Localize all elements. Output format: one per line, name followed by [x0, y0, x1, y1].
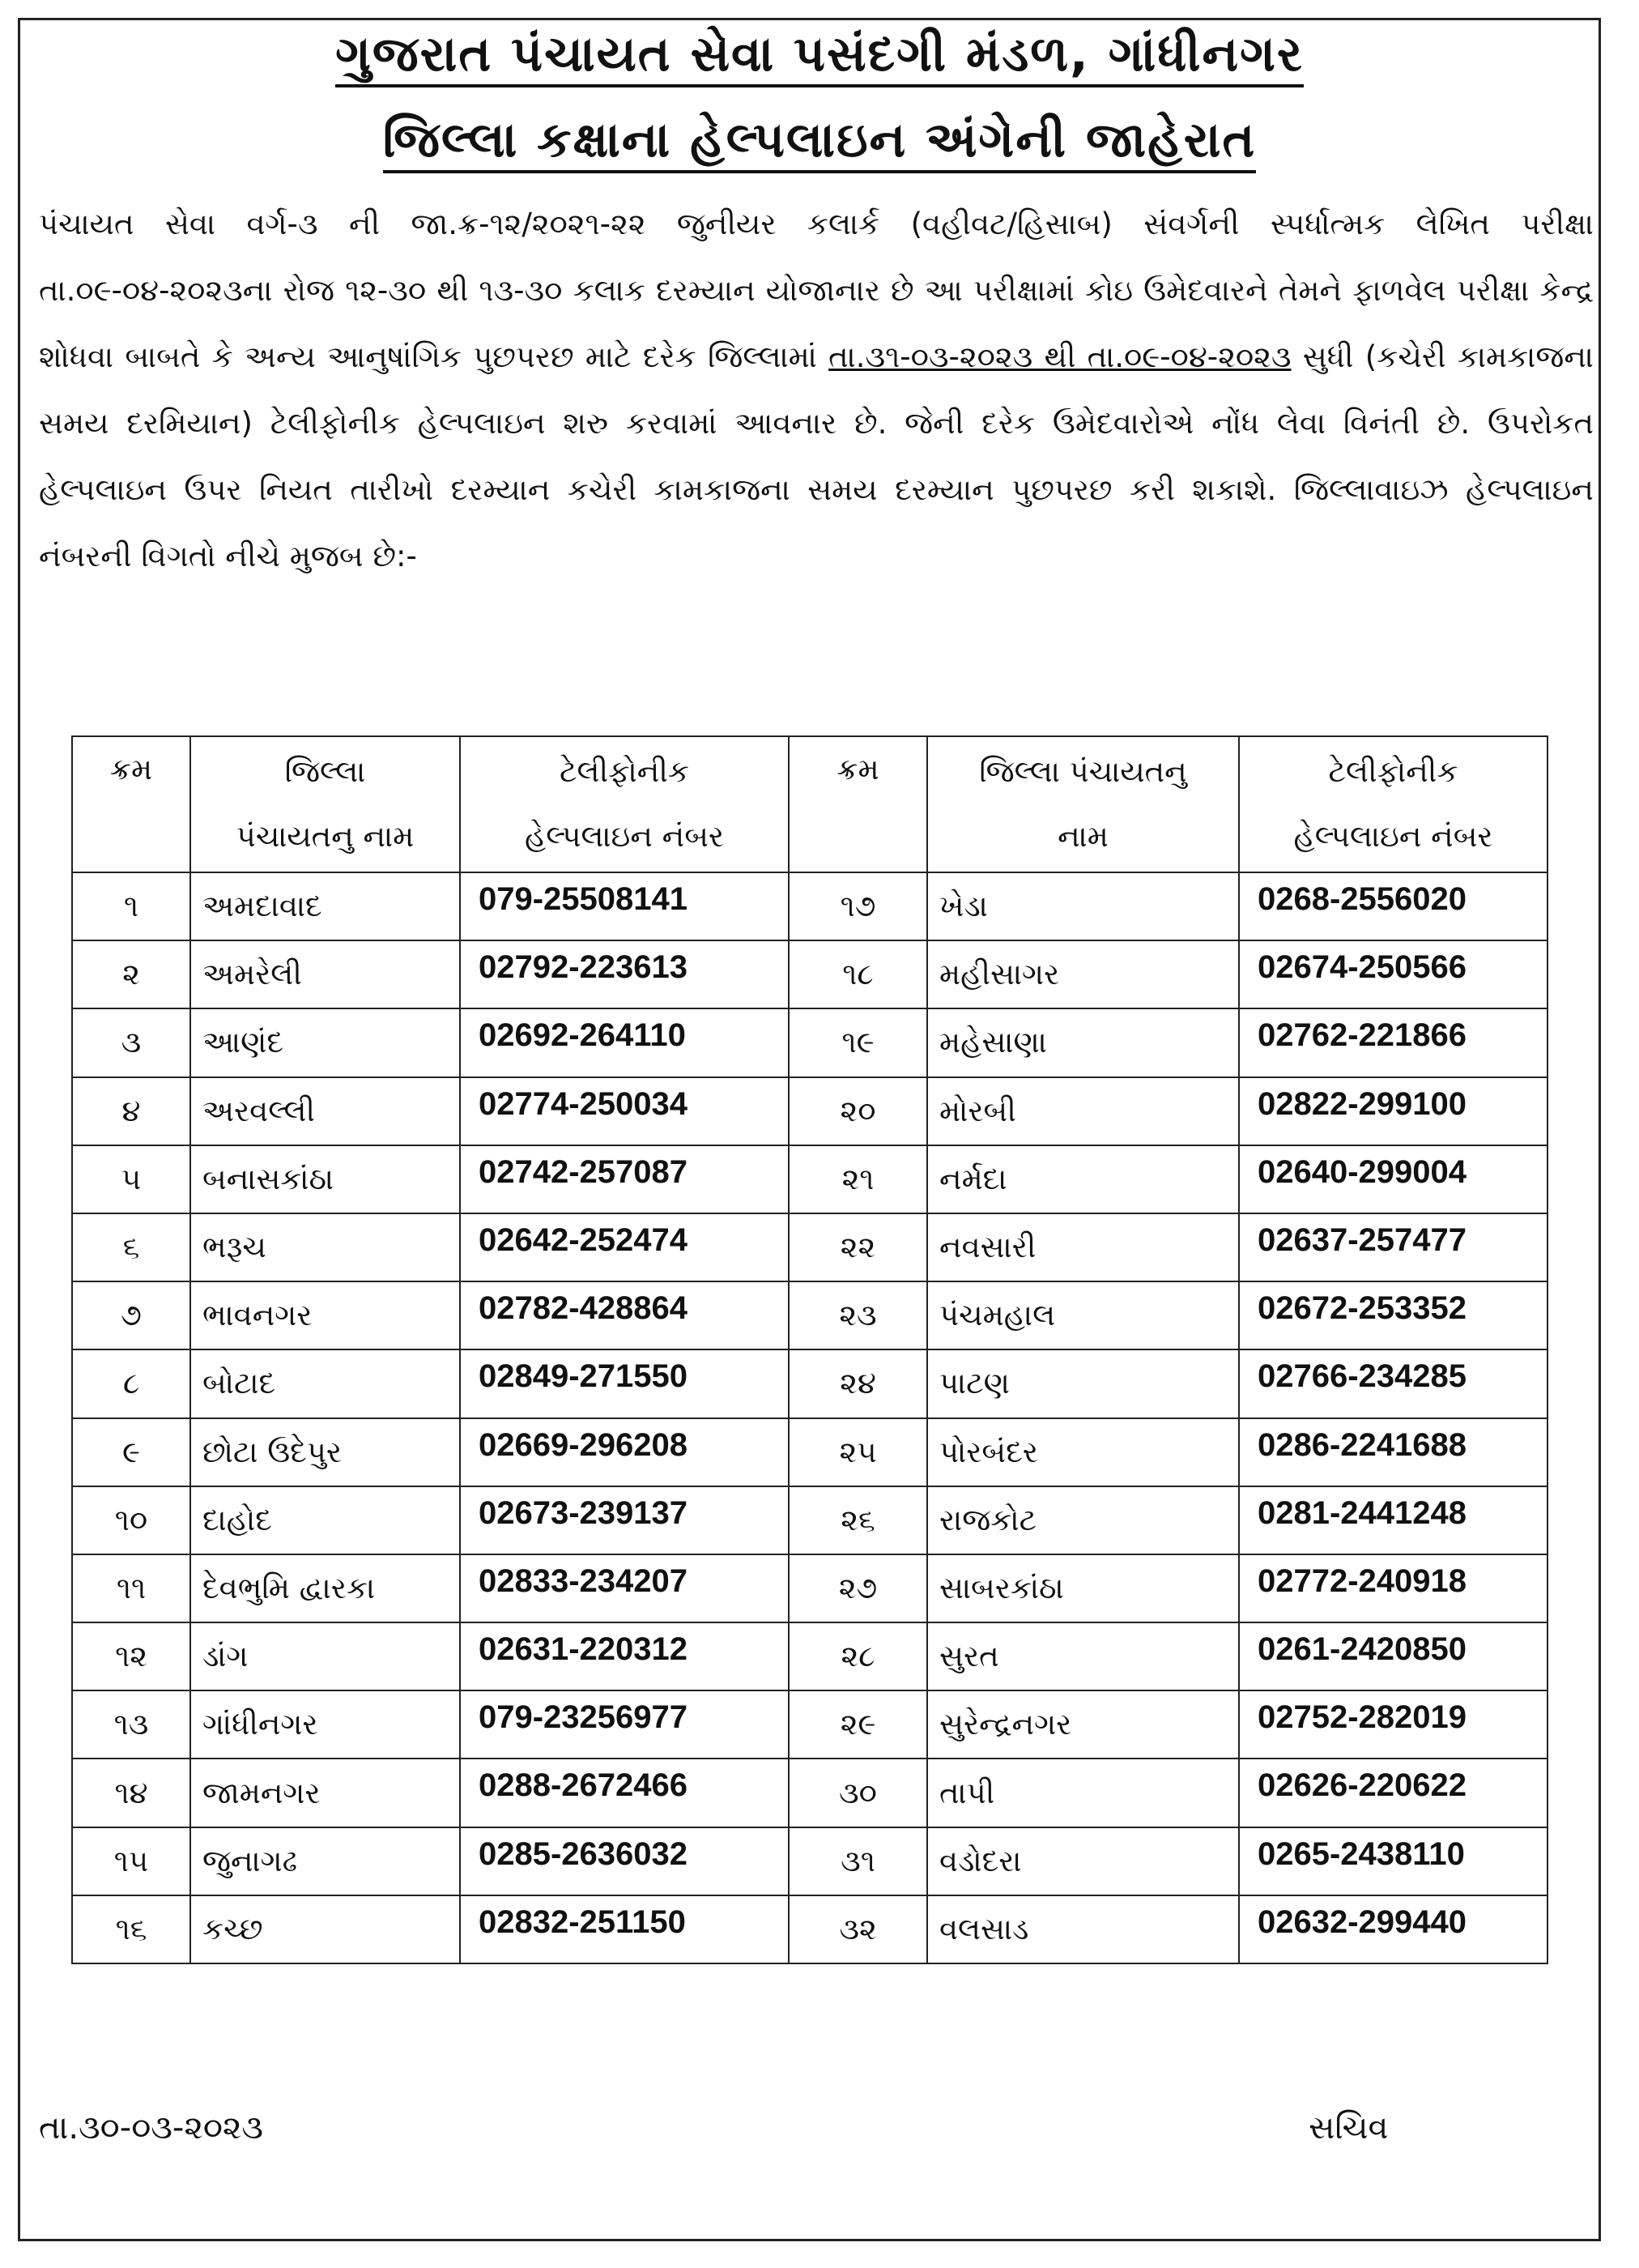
table-row — [72, 1418, 1547, 1486]
table-row — [72, 872, 1547, 940]
serial-number: ૨૫ — [789, 1418, 927, 1486]
table-header-row — [72, 736, 1547, 872]
helpline-number: 079-25508141 — [460, 872, 789, 940]
table-row — [72, 1213, 1547, 1281]
district-name: કચ્છ — [190, 1895, 460, 1963]
serial-number: ૭ — [72, 1281, 190, 1349]
serial-number: ૧૨ — [72, 1622, 190, 1690]
serial-number: ૧૭ — [789, 872, 927, 940]
serial-number: ૨૮ — [789, 1622, 927, 1690]
district-name: મોરબી — [927, 1077, 1239, 1145]
district-name: સાબરકાંઠા — [927, 1554, 1239, 1622]
helpline-number: 0288-2672466 — [460, 1759, 789, 1827]
table-body — [72, 872, 1547, 1963]
helpline-number: 02642-252474 — [460, 1213, 789, 1281]
header-phone: ટેલીફોનીક હેલ્પલાઇન નંબર — [460, 736, 789, 872]
serial-number: ૨૬ — [789, 1486, 927, 1554]
serial-number: ૪ — [72, 1077, 190, 1145]
helpline-number: 02782-428864 — [460, 1281, 789, 1349]
helpline-number: 02762-221866 — [1239, 1008, 1547, 1076]
district-name: ભાવનગર — [190, 1281, 460, 1349]
announcement-title: જિલ્લા કક્ષાના હેલ્પલાઇન અંગેની જાહેરાત — [383, 112, 1257, 173]
district-name: ખેડા — [927, 872, 1239, 940]
serial-number: ૧૦ — [72, 1486, 190, 1554]
serial-number: ૧૮ — [789, 940, 927, 1008]
serial-number: ૩ — [72, 1008, 190, 1076]
table-row — [72, 1759, 1547, 1827]
serial-number: ૩૨ — [789, 1895, 927, 1963]
helpline-number: 0286-2241688 — [1239, 1418, 1547, 1486]
district-name: જુનાગઢ — [190, 1827, 460, 1895]
serial-number: ૧૧ — [72, 1554, 190, 1622]
serial-number: ૮ — [72, 1349, 190, 1418]
district-name: દેવભુમિ દ્વારકા — [190, 1554, 460, 1622]
page-title — [0, 26, 1639, 83]
helpline-number: 02637-257477 — [1239, 1213, 1547, 1281]
serial-number: ૧૩ — [72, 1690, 190, 1759]
helpline-number: 02772-240918 — [1239, 1554, 1547, 1622]
serial-number: ૨૯ — [789, 1690, 927, 1759]
table-row — [72, 1145, 1547, 1213]
table-row — [72, 1690, 1547, 1759]
board-name: ગુજરાત પંચાયત સેવા પસંદગી મંડળ, ગાંધીનગર — [335, 26, 1304, 87]
helpline-table — [71, 735, 1548, 1964]
notice-date: તા.૩૦-૦૩-૨૦૨૩ — [39, 2109, 264, 2146]
table-row — [72, 940, 1547, 1008]
district-name: જામનગર — [190, 1759, 460, 1827]
district-name: પોરબંદર — [927, 1418, 1239, 1486]
serial-number: ૨૭ — [789, 1554, 927, 1622]
table-row — [72, 1486, 1547, 1554]
district-name: ગાંધીનગર — [190, 1690, 460, 1759]
helpline-number: 02692-264110 — [460, 1008, 789, 1076]
helpline-number: 02766-234285 — [1239, 1349, 1547, 1418]
header-phone-2: ટેલીફોનીક હેલ્પલાઇન નંબર — [1239, 736, 1547, 872]
serial-number: ૧૫ — [72, 1827, 190, 1895]
district-name: રાજકોટ — [927, 1486, 1239, 1554]
district-name: પંચમહાલ — [927, 1281, 1239, 1349]
district-name: ભરૂચ — [190, 1213, 460, 1281]
district-name: મહેસાણા — [927, 1008, 1239, 1076]
helpline-number: 02774-250034 — [460, 1077, 789, 1145]
signatory: સચિવ — [1309, 2109, 1389, 2146]
helpline-number: 0261-2420850 — [1239, 1622, 1547, 1690]
district-name: બનાસકાંઠા — [190, 1145, 460, 1213]
notice-paragraph — [39, 191, 1594, 590]
helpline-number: 02832-251150 — [460, 1895, 789, 1963]
serial-number: ૩૦ — [789, 1759, 927, 1827]
helpline-number: 079-23256977 — [460, 1690, 789, 1759]
helpline-number: 02640-299004 — [1239, 1145, 1547, 1213]
serial-number: ૫ — [72, 1145, 190, 1213]
helpline-number: 0265-2438110 — [1239, 1827, 1547, 1895]
serial-number: ૨૩ — [789, 1281, 927, 1349]
district-name: વડોદરા — [927, 1827, 1239, 1895]
serial-number: ૨ — [72, 940, 190, 1008]
district-name: આણંદ — [190, 1008, 460, 1076]
table-row — [72, 1077, 1547, 1145]
helpline-number: 02752-282019 — [1239, 1690, 1547, 1759]
helpline-number: 02833-234207 — [460, 1554, 789, 1622]
table-row — [72, 1554, 1547, 1622]
table-row — [72, 1827, 1547, 1895]
helpline-number: 0268-2556020 — [1239, 872, 1547, 940]
district-name: સુરત — [927, 1622, 1239, 1690]
district-name: અરવલ્લી — [190, 1077, 460, 1145]
serial-number: ૧૬ — [72, 1895, 190, 1963]
district-name: મહીસાગર — [927, 940, 1239, 1008]
serial-number: ૨૦ — [789, 1077, 927, 1145]
serial-number: ૨૧ — [789, 1145, 927, 1213]
serial-number: ૧૯ — [789, 1008, 927, 1076]
helpline-number: 02674-250566 — [1239, 940, 1547, 1008]
serial-number: ૨૨ — [789, 1213, 927, 1281]
helpline-number: 02672-253352 — [1239, 1281, 1547, 1349]
district-name: અમરેલી — [190, 940, 460, 1008]
notice-text-2: સુધી (કચેરી કામકાજના સમય દરમિયાન) ટેલીફોનીક હેલ્પલાઇન શરુ કરવામાં આવનાર છે. જેની દરેક ઉમેદવારોએ નોંધ લેવા વિનંતી છે. ઉપરોકત હેલ્પલાઇન ઉપર નિયત તારીખો દરમ્યાન કચેરી કામકાજના સમય દરમ્યાન પુછપરછ કરી શકાશે. જિલ્લાવાઇઝ હેલ્પલાઇન નંબરની વિગતો નીચે મુજબ છે:- — [39, 339, 1594, 573]
district-name: પાટણ — [927, 1349, 1239, 1418]
helpline-number: 02673-239137 — [460, 1486, 789, 1554]
district-name: વલસાડ — [927, 1895, 1239, 1963]
table-row — [72, 1281, 1547, 1349]
district-name: સુરેન્દ્રનગર — [927, 1690, 1239, 1759]
helpline-number: 02822-299100 — [1239, 1077, 1547, 1145]
table-row — [72, 1349, 1547, 1418]
district-name: દાહોદ — [190, 1486, 460, 1554]
helpline-number: 0281-2441248 — [1239, 1486, 1547, 1554]
district-name: ડાંગ — [190, 1622, 460, 1690]
helpline-number: 02626-220622 — [1239, 1759, 1547, 1827]
header-sr: ક્રમ — [72, 736, 190, 872]
helpline-number: 02742-257087 — [460, 1145, 789, 1213]
helpline-number: 02669-296208 — [460, 1418, 789, 1486]
header-district-2: જિલ્લા પંચાયતનુ નામ — [927, 736, 1239, 872]
helpline-number: 02849-271550 — [460, 1349, 789, 1418]
serial-number: ૧૪ — [72, 1759, 190, 1827]
district-name: નવસારી — [927, 1213, 1239, 1281]
helpline-number: 02632-299440 — [1239, 1895, 1547, 1963]
district-name: અમદાવાદ — [190, 872, 460, 940]
notice-date-range: તા.૩૧-૦૩-૨૦૨૩ થી તા.૦૯-૦૪-૨૦૨૩ — [828, 339, 1292, 374]
table-row — [72, 1008, 1547, 1076]
table-row — [72, 1895, 1547, 1963]
notice-text-1: પંચાયત સેવા વર્ગ-૩ ની જા.ક્ર-૧૨/૨૦૨૧-૨૨ જુનીયર કલાર્ક (વહીવટ/હિસાબ) સંવર્ગની સ્પર્ધાત્મક લેખિત પરીક્ષા તા.૦૯-૦૪-૨૦૨૩ના રોજ ૧૨-૩૦ થી ૧૩-૩૦ કલાક દરમ્યાન યોજાનાર છે આ પરીક્ષામાં કોઇ ઉમેદવારને તેમને ફાળવેલ પરીક્ષા કેન્દ્ર શોધવા બાબતે કે અન્ય આનુષાંગિક પુછપરછ માટે દરેક જિલ્લામાં — [39, 207, 1594, 374]
header-district: જિલ્લા પંચાયતનુ નામ — [190, 736, 460, 872]
serial-number: ૨૪ — [789, 1349, 927, 1418]
helpline-number: 02631-220312 — [460, 1622, 789, 1690]
serial-number: ૩૧ — [789, 1827, 927, 1895]
serial-number: ૬ — [72, 1213, 190, 1281]
district-name: તાપી — [927, 1759, 1239, 1827]
serial-number: ૧ — [72, 872, 190, 940]
helpline-number: 0285-2636032 — [460, 1827, 789, 1895]
header-sr-2: ક્રમ — [789, 736, 927, 872]
district-name: નર્મદા — [927, 1145, 1239, 1213]
helpline-number: 02792-223613 — [460, 940, 789, 1008]
district-name: છોટા ઉદેપુર — [190, 1418, 460, 1486]
table-row — [72, 1622, 1547, 1690]
district-name: બોટાદ — [190, 1349, 460, 1418]
serial-number: ૯ — [72, 1418, 190, 1486]
page-subtitle — [0, 112, 1639, 168]
